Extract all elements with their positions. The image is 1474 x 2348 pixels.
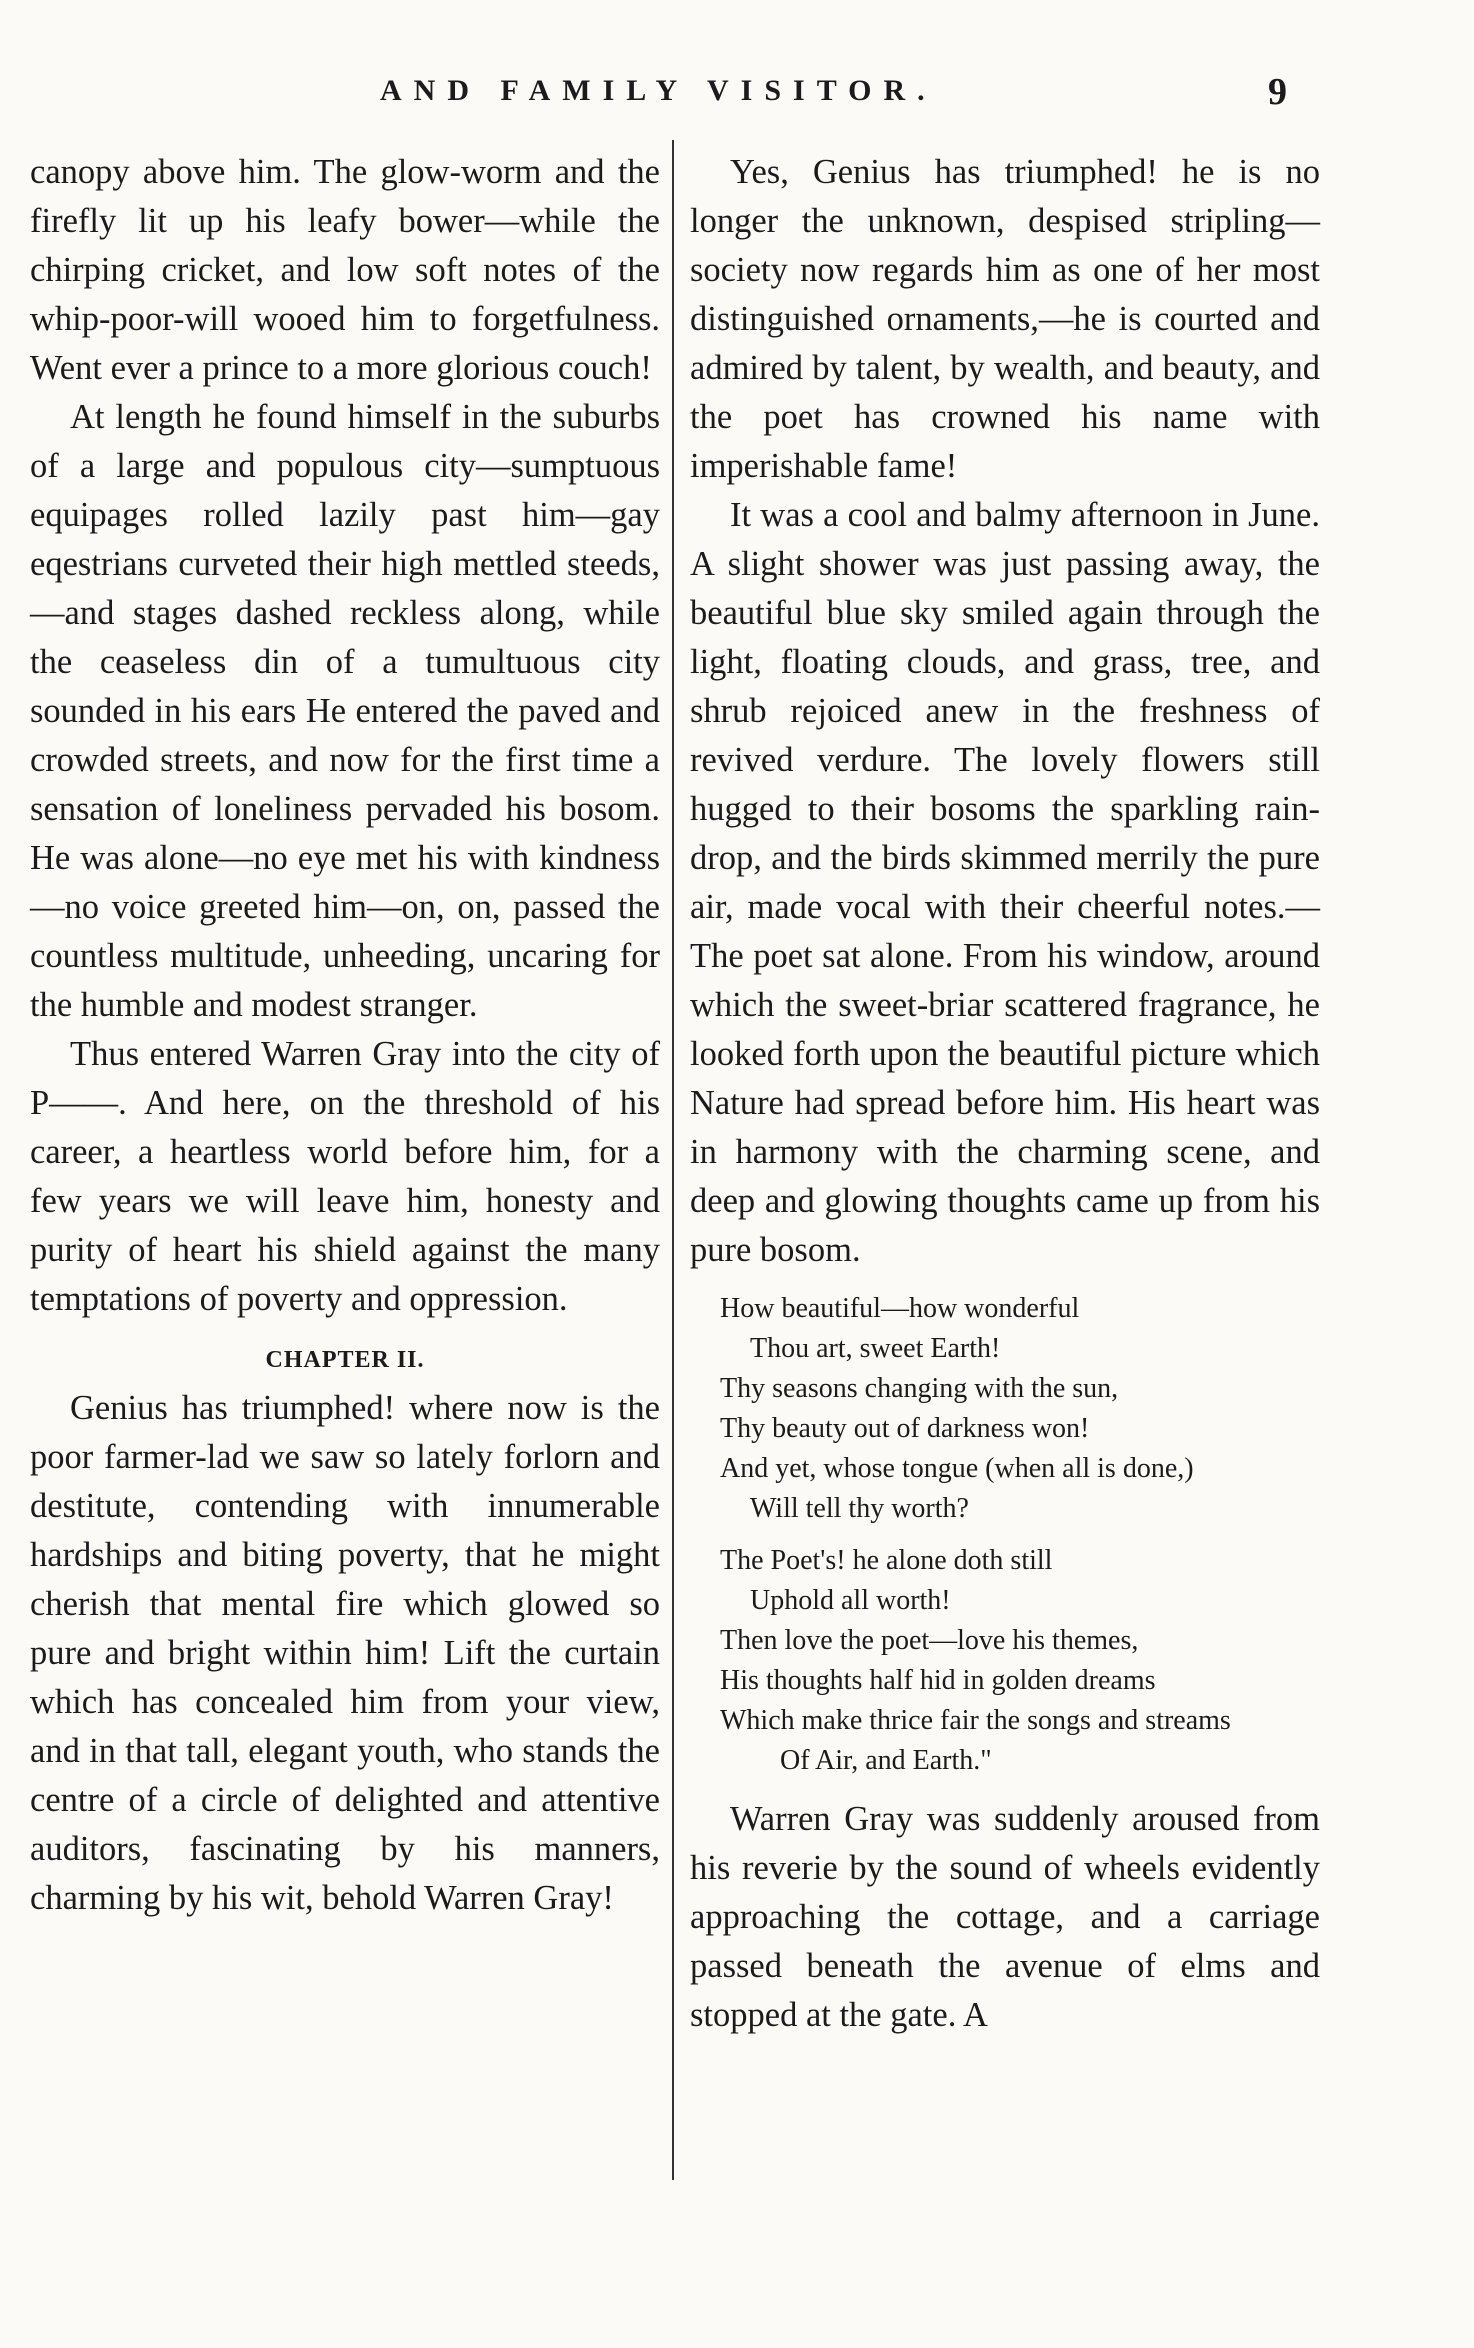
poem-line: Thy beauty out of darkness won! [720,1413,1090,1444]
poem-line: Uphold all worth! [750,1585,951,1616]
poem-line: The Poet's! he alone doth still [720,1545,1053,1576]
paragraph: Yes, Genius has triumphed! he is no longer the unknown, despised stripling—society now regards him as one of her most distinguished ornaments,—he is courted and admired by talent, by wealth, and beauty, and the poet has crowned his name with imperishable fame! [690,153,1320,485]
poem-line: And yet, whose tongue (when all is done,) [720,1453,1194,1484]
poem-line: Will tell thy worth? [750,1493,969,1524]
paragraph: Thus entered Warren Gray into the city of P——. And here, on the threshold of his career, a heartless world before him, for a few years we will leave him, honesty and purity of heart his shield against the many temptations of poverty and oppression. [30,1035,660,1318]
poem-line: Thou art, sweet Earth! [750,1333,1001,1364]
paragraph: At length he found himself in the suburbs of a large and populous city—sumptuous equipages rolled lazily past him—gay eqestrians curveted their high mettled steeds,—and stages dashed reckless along, while the ceaseless din of a tumultuous city sounded in his ears He entered the paved and crowded streets, and now for the first time a sensation of loneliness pervaded his bosom. He was alone—no eye met his with kindness—no voice greeted him—on, on, passed the countless multitude, unheeding, uncaring for the humble and modest stranger. [30,398,660,1024]
running-head [0,70,1474,120]
page-number: 9 [1268,71,1287,113]
paragraph: It was a cool and balmy afternoon in June. A slight shower was just passing away, the beautiful blue sky smiled again through the light, floating clouds, and grass, tree, and shrub rejoiced anew in the freshness of revived verdure. The lovely flowers still hugged to their bosoms the sparkling rain-drop, and the birds skimmed merrily the pure air, made vocal with their cheerful notes.—The poet sat alone. From his window, around which the sweet-briar scattered fragrance, he looked forth upon the beautiful picture which Nature had spread before him. His heart was in harmony with the charming scene, and deep and glowing thoughts came up from his pure bosom. [690,496,1320,1269]
poem-line: How beautiful—how wonderful [720,1293,1080,1324]
poem [720,1289,1320,1781]
left-column [30,148,660,1923]
poem-line: Of Air, and Earth." [780,1745,992,1776]
poem-line: His thoughts half hid in golden dreams [720,1665,1156,1696]
running-title: AND FAMILY VISITOR. [380,74,937,107]
chapter-heading: CHAPTER II. [265,1347,425,1373]
paragraph: canopy above him. The glow-worm and the firefly lit up his leafy bower—while the chirping cricket, and low soft notes of the whip-poor-will wooed him to forgetfulness. Went ever a prince to a more glorious couch! [30,153,660,387]
right-column [690,148,1320,2040]
poem-line: Thy seasons changing with the sun, [720,1373,1119,1404]
poem-stanza [720,1289,1320,1529]
paragraph: Genius has triumphed! where now is the poor farmer-lad we saw so lately forlorn and destitute, contending with innumerable hardships and biting poverty, that he might cherish that mental fire which glowed so pure and bright within him! Lift the curtain which has concealed him from your view, and in that tall, elegant youth, who stands the centre of a circle of delighted and attentive auditors, fascinating by his manners, charming by his wit, behold Warren Gray! [30,1389,660,1917]
paragraph: Warren Gray was suddenly aroused from his reverie by the sound of wheels evidently approaching the cottage, and a carriage passed beneath the avenue of elms and stopped at the gate. A [690,1800,1320,2034]
column-rule [672,140,674,2180]
poem-line: Which make thrice fair the songs and streams [720,1705,1231,1736]
poem-line: Then love the poet—love his themes, [720,1625,1139,1656]
poem-stanza [720,1541,1320,1781]
